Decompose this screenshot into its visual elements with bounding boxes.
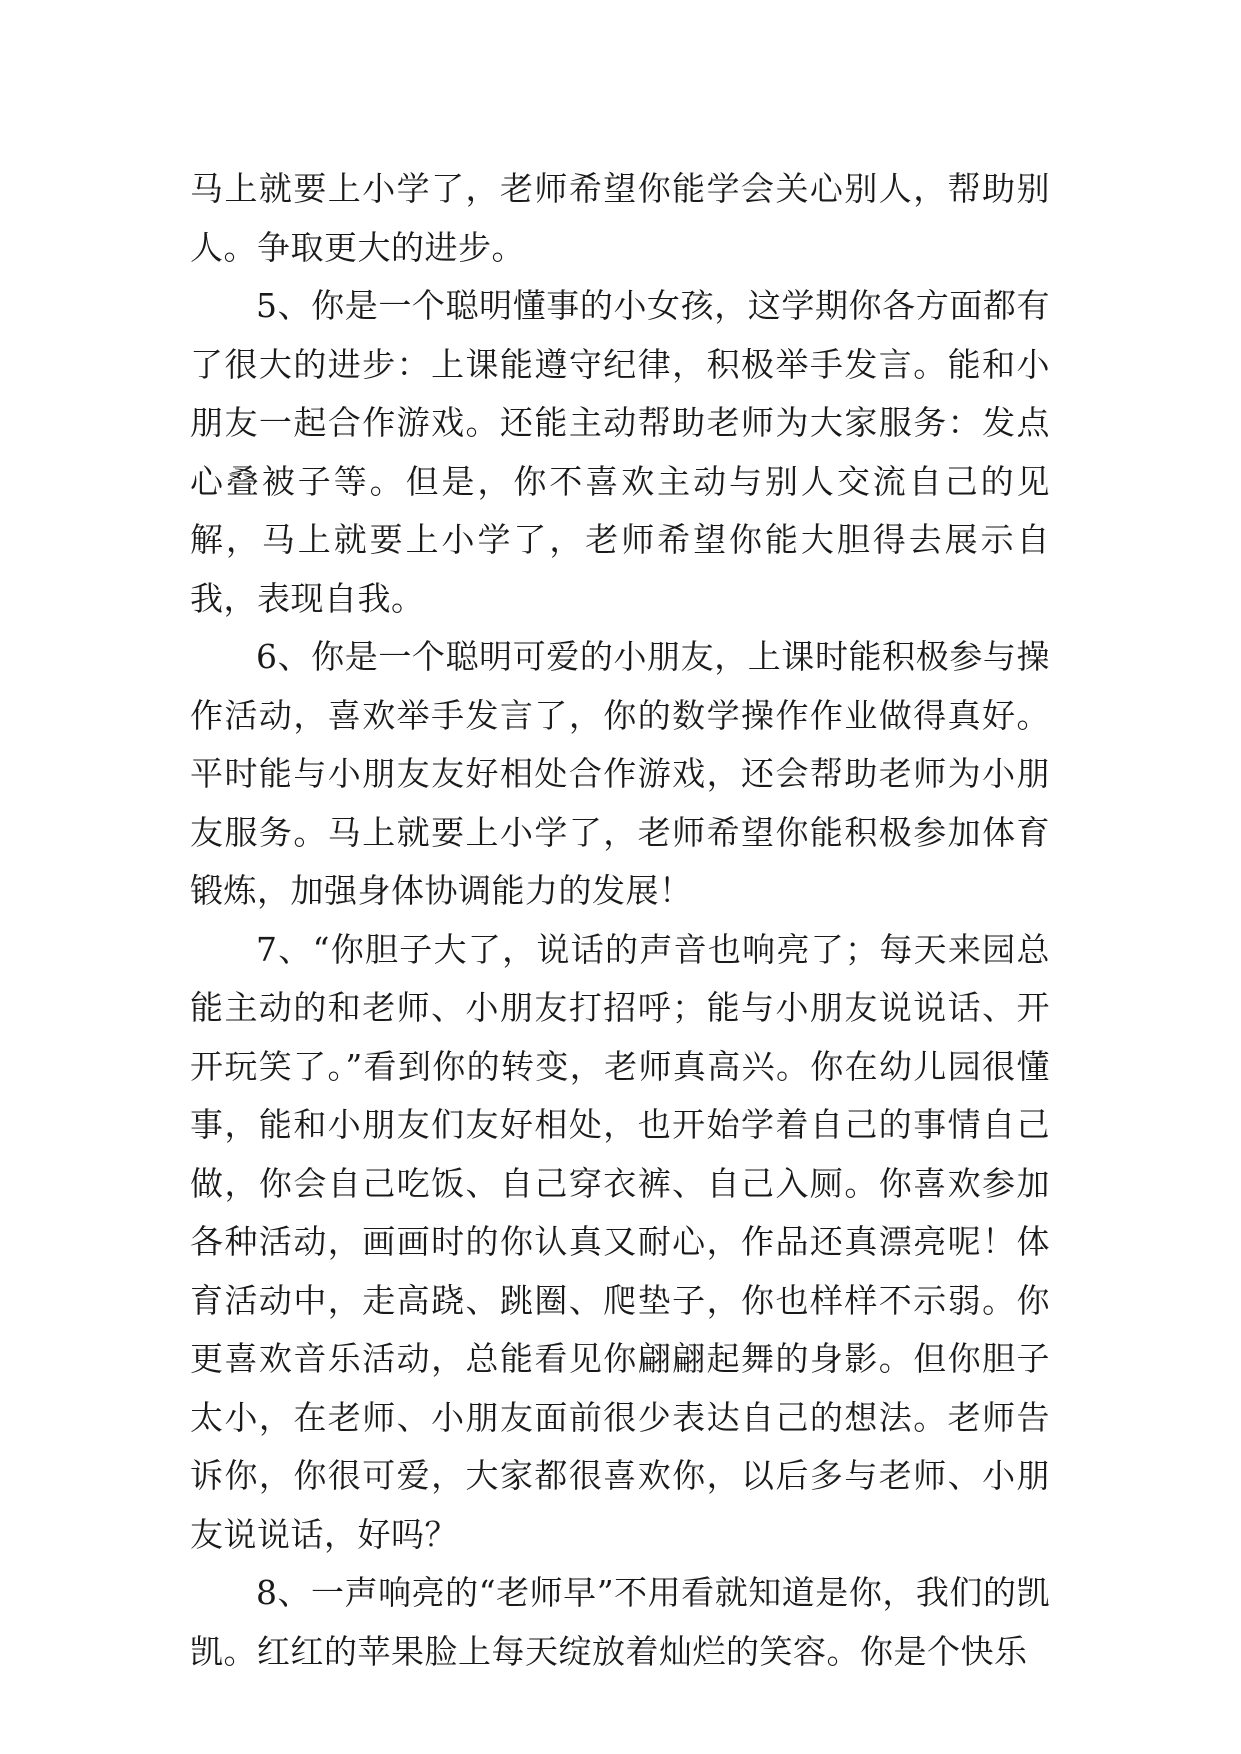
- paragraph-item-7: 7、“你胆子大了，说话的声音也响亮了；每天来园总能主动的和老师、小朋友打招呼；能与小朋友说说话、开开玩笑了。”看到你的转变，老师真高兴。你在幼儿园很懂事，能和小朋友们友好相处，也开始学着自己的事情自己做，你会自己吃饭、自己穿衣裤、自己入厕。你喜欢参加各种活动，画画时的你认真又耐心，作品还真漂亮呢！体育活动中，走高跷、跳圈、爬垫子，你也样样不示弱。你更喜欢音乐活动，总能看见你翩翩起舞的身影。但你胆子太小，在老师、小朋友面前很少表达自己的想法。老师告诉你，你很可爱，大家都很喜欢你，以后多与老师、小朋友说说话，好吗？: [190, 929, 1050, 1554]
- paragraph-item-6: 6、你是一个聪明可爱的小朋友，上课时能积极参与操作活动，喜欢举手发言了，你的数学操作作业做得真好。平时能与小朋友友好相处合作游戏，还会帮助老师为小朋友服务。马上就要上小学了，老师希望你能积极参加体育锻炼，加强身体协调能力的发展！: [190, 637, 1050, 910]
- paragraph-item-5: 5、你是一个聪明懂事的小女孩，这学期你各方面都有了很大的进步：上课能遵守纪律，积极举手发言。能和小朋友一起合作游戏。还能主动帮助老师为大家服务：发点心叠被子等。但是，你不喜欢主动与别人交流自己的见解，马上就要上小学了，老师希望你能大胆得去展示自我，表现自我。: [190, 286, 1050, 618]
- paragraph-item-8: 8、一声响亮的“老师早”不用看就知道是你，我们的凯凯。红红的苹果脸上每天绽放着灿烂的笑容。你是个快乐: [190, 1573, 1050, 1671]
- document-body: [190, 160, 1050, 1681]
- paragraph-continuation: 马上就要上小学了，老师希望你能学会关心别人，帮助别人。争取更大的进步。: [190, 169, 1050, 267]
